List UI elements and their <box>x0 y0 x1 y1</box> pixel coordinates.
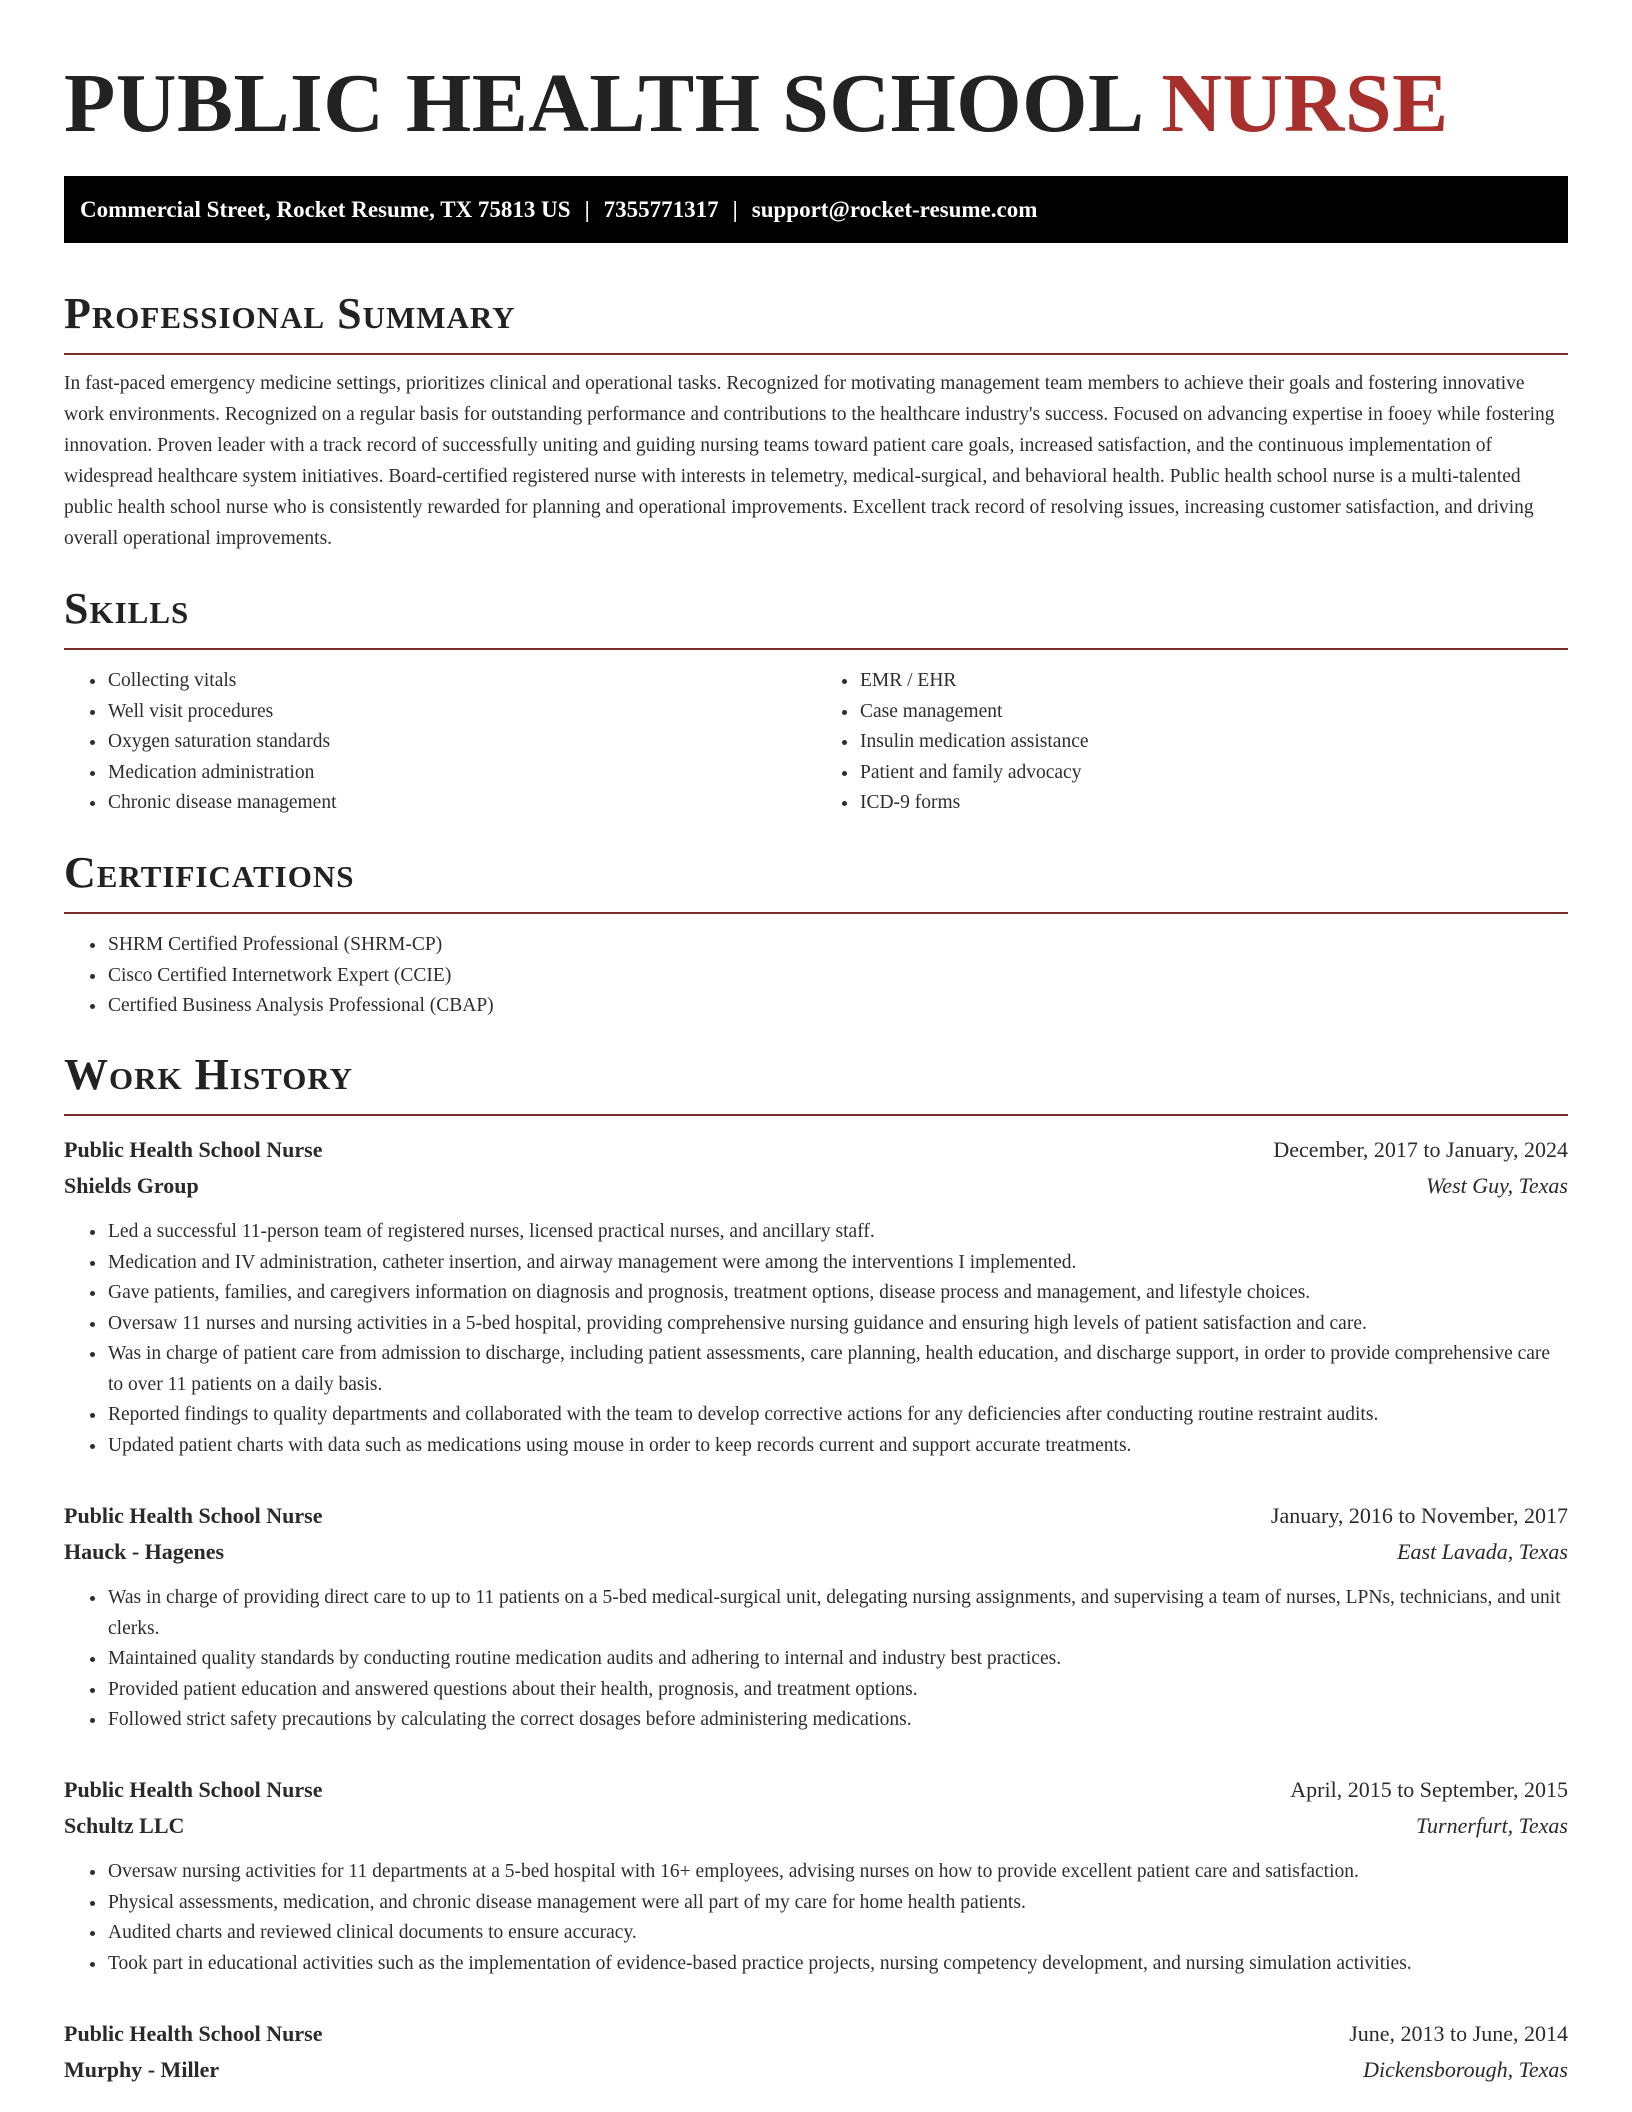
list-item: • Updated patient charts with data such as medications using mouse in order to keep records current and support accurate treatments. <box>107 1431 1568 1462</box>
list-item: • ICD-9 forms <box>859 788 1568 819</box>
list-item: • Chronic disease management <box>107 788 816 819</box>
list-item: • SHRM Certified Professional (SHRM-CP) <box>107 930 1611 961</box>
list-item: • Certified Business Analysis Professional (CBAP) <box>107 991 1611 1022</box>
skills-right-column <box>816 666 1568 819</box>
title-accent: NURSE <box>1161 57 1449 150</box>
skills-left-column <box>64 666 816 819</box>
list-item: • Maintained quality standards by conducting routine medication audits and adhering to internal and industry best practices. <box>107 1644 1568 1675</box>
job-company-row <box>64 1168 1568 1204</box>
contact-separator: | <box>732 197 738 222</box>
job-location: Dickensborough, Texas <box>1363 2057 1568 2082</box>
title-main: PUBLIC HEALTH SCHOOL <box>64 57 1140 150</box>
job-title: Public Health School Nurse <box>64 1503 323 1528</box>
job-dates: January, 2016 to November, 2017 <box>1270 1503 1568 1528</box>
job-bullets <box>64 1217 1568 1461</box>
job-title-row <box>64 1498 1568 1534</box>
list-item: • Oversaw 11 nurses and nursing activities in a 5-bed hospital, providing comprehensive nursing guidance and ensuring high levels of patient satisfaction and care. <box>107 1309 1568 1340</box>
list-item: • Oxygen saturation standards <box>107 727 816 758</box>
list-item: • Led a successful 11-person team of registered nurses, licensed practical nurses, and ancillary staff. <box>107 1217 1568 1248</box>
job-title: Public Health School Nurse <box>64 1137 323 1162</box>
skills-list <box>64 666 1568 819</box>
job-entry <box>64 2016 1568 2088</box>
job-entry <box>64 1498 1568 1736</box>
list-item: • Insulin medication assistance <box>859 727 1568 758</box>
job-company: Schultz LLC <box>64 1813 185 1838</box>
job-company: Murphy - Miller <box>64 2057 220 2082</box>
skills-heading: Skills <box>64 584 1568 650</box>
list-item: • Was in charge of patient care from admission to discharge, including patient assessments, care planning, health education, and discharge support, in order to provide comprehensive care to over 11 patients on a daily basis. <box>107 1339 1568 1400</box>
list-item: • Case management <box>859 697 1568 728</box>
certifications-list <box>64 930 1611 1022</box>
list-item: • Was in charge of providing direct care to up to 11 patients on a 5-bed medical-surgical unit, delegating nursing assignments, and supervising a team of nurses, LPNs, technicians, and unit clerks. <box>107 1583 1568 1644</box>
job-company-row <box>64 2052 1568 2088</box>
job-title-row <box>64 1772 1568 1808</box>
job-company-row <box>64 1808 1568 1844</box>
contact-address: Commercial Street, Rocket Resume, TX 75813 US <box>80 197 571 222</box>
job-entry <box>64 1772 1568 1979</box>
resume-title <box>64 58 1568 150</box>
summary-heading: Professional Summary <box>64 289 1568 355</box>
list-item: • Audited charts and reviewed clinical documents to ensure accuracy. <box>107 1918 1568 1949</box>
contact-bar <box>64 176 1568 243</box>
summary-text: In fast-paced emergency medicine settings, prioritizes clinical and operational tasks. Recognized for motivating management team members to achieve their goals and fostering innovative work environments. Recognized on a regular basis for outstanding performance and contributions to the healthcare industry's success. Focused on advancing expertise in fooey while fostering innovation. Proven leader with a track record of successfully uniting and guiding nursing teams toward patient care goals, increased satisfaction, and the continuous implementation of widespread healthcare system initiatives. Board-certified registered nurse with interests in telemetry, medical-surgical, and behavioral health. Public health school nurse is a multi-talented public health school nurse who is consistently rewarded for planning and operational improvements. Excellent track record of resolving issues, increasing customer satisfaction, and driving overall operational improvements. <box>64 373 1555 549</box>
contact-email: support@rocket-resume.com <box>751 197 1038 222</box>
contact-separator: | <box>584 197 590 222</box>
job-dates: June, 2013 to June, 2014 <box>1349 2021 1568 2046</box>
list-item: • Medication administration <box>107 758 816 789</box>
list-item: • Patient and family advocacy <box>859 758 1568 789</box>
job-bullets <box>64 1857 1568 1979</box>
job-location: Turnerfurt, Texas <box>1415 1813 1568 1838</box>
job-dates: April, 2015 to September, 2015 <box>1290 1777 1568 1802</box>
list-item: • Collecting vitals <box>107 666 816 697</box>
job-title-row <box>64 2016 1568 2052</box>
contact-phone: 7355771317 <box>603 197 719 222</box>
list-item: • Followed strict safety precautions by calculating the correct dosages before administering medications. <box>107 1705 1568 1736</box>
job-title-row <box>64 1132 1568 1168</box>
list-item: • Oversaw nursing activities for 11 departments at a 5-bed hospital with 16+ employees, advising nurses on how to provide excellent patient care and satisfaction. <box>107 1857 1568 1888</box>
job-dates: December, 2017 to January, 2024 <box>1273 1137 1568 1162</box>
list-item: • EMR / EHR <box>859 666 1568 697</box>
list-item: • Cisco Certified Internetwork Expert (CCIE) <box>107 961 1611 992</box>
job-location: West Guy, Texas <box>1426 1173 1568 1198</box>
list-item: • Physical assessments, medication, and chronic disease management were all part of my care for home health patients. <box>107 1888 1568 1919</box>
list-item: • Medication and IV administration, catheter insertion, and airway management were among the interventions I implemented. <box>107 1248 1568 1279</box>
work-history-heading: Work History <box>64 1050 1568 1116</box>
list-item: • Provided patient education and answered questions about their health, prognosis, and treatment options. <box>107 1675 1568 1706</box>
job-bullets <box>64 1583 1568 1736</box>
job-company-row <box>64 1534 1568 1570</box>
job-title: Public Health School Nurse <box>64 1777 323 1802</box>
job-entry <box>64 1132 1568 1461</box>
list-item: • Well visit procedures <box>107 697 816 728</box>
certifications-heading: Certifications <box>64 848 1568 914</box>
job-company: Hauck - Hagenes <box>64 1539 225 1564</box>
list-item: • Reported findings to quality departments and collaborated with the team to develop corrective actions for any deficiencies after conducting routine restraint audits. <box>107 1400 1568 1431</box>
job-company: Shields Group <box>64 1173 199 1198</box>
list-item: • Took part in educational activities such as the implementation of evidence-based practice projects, nursing competency development, and nursing simulation activities. <box>107 1949 1568 1980</box>
job-location: East Lavada, Texas <box>1397 1539 1568 1564</box>
list-item: • Gave patients, families, and caregivers information on diagnosis and prognosis, treatment options, disease process and management, and lifestyle choices. <box>107 1278 1568 1309</box>
job-title: Public Health School Nurse <box>64 2021 323 2046</box>
